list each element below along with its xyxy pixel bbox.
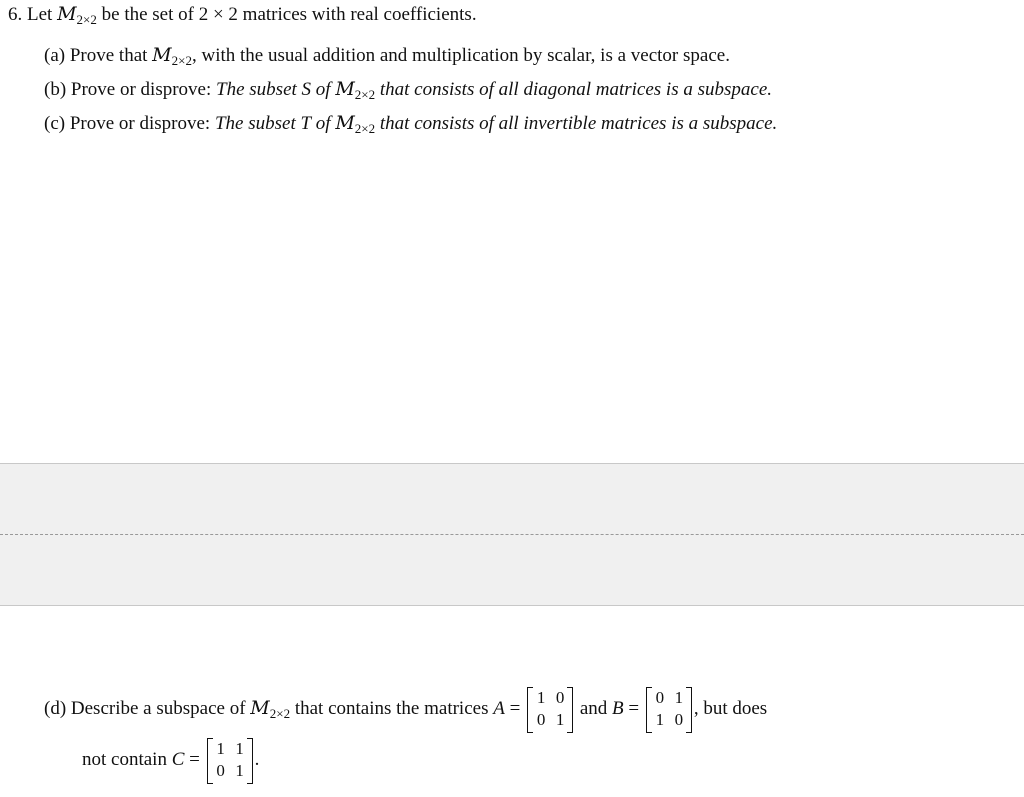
part-b-claim-1: The subset	[216, 79, 297, 100]
part-c-claim-2: of	[315, 113, 331, 134]
matrix-a-cell: 0	[555, 687, 565, 707]
part-a	[44, 43, 730, 73]
part-d-text-3: but does	[703, 698, 768, 719]
matrix-a-name: A	[493, 698, 505, 719]
matrix-b-cell: 0	[674, 709, 684, 729]
part-b-label: (b)	[44, 79, 67, 100]
comma: ,	[693, 698, 699, 719]
matrix-c-name: C	[171, 749, 185, 770]
matrix-a-cell: 0	[536, 709, 546, 729]
problem-number: 6.	[8, 4, 23, 25]
matrix-b-cell: 0	[655, 687, 665, 707]
matrix-c-cell: 1	[216, 738, 225, 758]
part-c-label: (c)	[44, 113, 66, 134]
matrix-b-name: B	[612, 698, 624, 719]
part-d-label: (d)	[44, 698, 67, 719]
matrix-space-symbol: $M_{2\times 2}$	[250, 697, 291, 721]
part-a-lead: Prove that	[69, 45, 148, 66]
part-b-claim-3: that consists of all diagonal matrices is a subspace.	[379, 79, 773, 100]
part-c-claim-3: that consists of all invertible matrices is a subspace.	[379, 113, 778, 134]
matrix-space-symbol: $M_{2\times 2}$	[335, 78, 376, 102]
problem-statement	[8, 2, 477, 32]
matrix-c	[207, 738, 253, 784]
part-b-var: S	[301, 79, 312, 100]
intro-lead: Let	[27, 4, 53, 25]
matrix-space-symbol: $M_{2\times 2}$	[152, 44, 192, 68]
part-c-lead: Prove or disprove:	[69, 113, 211, 134]
matrix-a-cell: 1	[555, 709, 565, 729]
part-b-claim-2: of	[315, 79, 331, 100]
and-word: and	[579, 698, 608, 719]
part-d-continuation	[82, 736, 259, 784]
part-b	[44, 77, 772, 107]
equals-sign: =	[628, 698, 640, 719]
part-d-text-4: not contain	[82, 749, 167, 770]
part-d-text-1: Describe a subspace of	[70, 698, 246, 719]
matrix-space-symbol: $M_{2\times 2}$	[57, 3, 97, 27]
matrix-c-cell: 1	[235, 738, 244, 758]
intro-text: be the set of 2 × 2 matrices with real coefficients.	[101, 4, 477, 25]
matrix-b	[646, 687, 692, 733]
part-a-label: (a)	[44, 45, 66, 66]
part-a-text: , with the usual addition and multiplication by scalar, is a vector space.	[191, 45, 730, 66]
matrix-a-cell: 1	[536, 687, 546, 707]
equals-sign: =	[189, 749, 200, 770]
matrix-c-cell: 1	[235, 760, 244, 780]
matrix-space-symbol: $M_{2\times 2}$	[335, 112, 376, 136]
part-b-lead: Prove or disprove:	[70, 79, 212, 100]
matrix-a	[527, 687, 573, 733]
page-break-dashed-line	[0, 534, 1024, 535]
matrix-b-cell: 1	[674, 687, 684, 707]
part-d-text-2: that contains the matrices	[294, 698, 489, 719]
period: .	[254, 749, 260, 770]
matrix-b-cell: 1	[655, 709, 665, 729]
part-c	[44, 111, 777, 141]
matrix-c-cell: 0	[216, 760, 225, 780]
equals-sign: =	[509, 698, 521, 719]
part-d	[44, 684, 767, 738]
part-c-claim-1: The subset	[214, 113, 296, 134]
part-c-var: T	[300, 113, 312, 134]
